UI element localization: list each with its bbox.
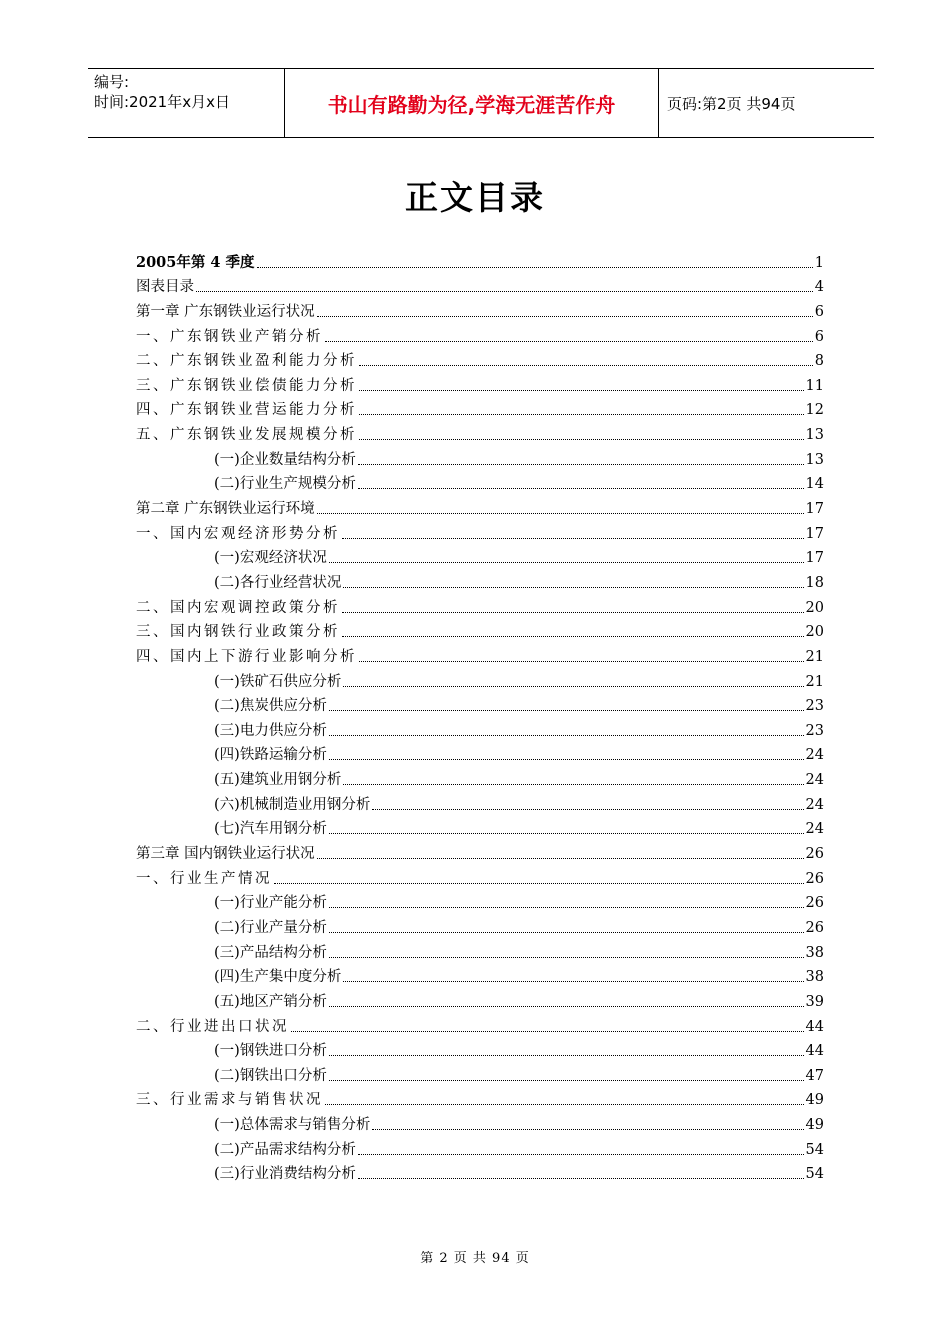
toc-dot-leader [329, 734, 804, 736]
toc-entry[interactable] [136, 518, 824, 543]
toc-entry[interactable] [136, 764, 824, 789]
toc-entry[interactable] [136, 740, 824, 765]
toc-entry-label: 四、国内上下游行业影响分析 [136, 648, 357, 665]
toc-entry-label: 四、广东钢铁业营运能力分析 [136, 402, 357, 419]
toc-entry-label: 第三章 国内钢铁业运行状况 [136, 846, 315, 863]
toc-dot-leader [358, 1177, 804, 1179]
toc-dot-leader [291, 1030, 804, 1032]
toc-entry-label: (二)钢铁出口分析 [214, 1067, 327, 1084]
toc-entry-page: 12 [805, 402, 824, 419]
toc-entry-page: 26 [805, 870, 824, 887]
toc-entry-page: 54 [805, 1141, 824, 1158]
toc-entry-label: (三)电力供应分析 [214, 722, 327, 739]
toc-dot-leader [343, 783, 803, 785]
toc-entry[interactable] [136, 691, 824, 716]
toc-dot-leader [359, 364, 813, 366]
toc-entry-page: 39 [805, 993, 824, 1010]
toc-entry-page: 24 [805, 772, 824, 789]
toc-entry[interactable] [136, 370, 824, 395]
toc-entry-page: 44 [805, 1018, 824, 1035]
toc-entry-label: (五)建筑业用钢分析 [214, 772, 342, 789]
toc-entry[interactable] [136, 444, 824, 469]
toc-entry[interactable] [136, 543, 824, 568]
page-header [88, 68, 874, 138]
toc-entry-label: 2005年第 4 季度 [136, 253, 255, 271]
toc-dot-leader [342, 635, 804, 637]
toc-entry-page: 26 [805, 895, 824, 912]
toc-dot-leader [325, 340, 813, 342]
toc-dot-leader [329, 931, 804, 933]
toc-entry-label: (三)产品结构分析 [214, 944, 327, 961]
toc-entry[interactable] [136, 469, 824, 494]
toc-entry-page: 24 [805, 821, 824, 838]
toc-entry-label: (五)地区产销分析 [214, 993, 327, 1010]
toc-entry-label: (一)行业产能分析 [214, 895, 327, 912]
toc-entry-label: 三、行业需求与销售状况 [136, 1092, 323, 1109]
toc-entry-page: 49 [805, 1092, 824, 1109]
toc-entry-page: 4 [814, 279, 824, 296]
document-number: 编号: [94, 73, 130, 91]
toc-dot-leader [359, 389, 804, 391]
toc-entry-page: 21 [805, 648, 824, 665]
toc-dot-leader [329, 709, 804, 711]
toc-dot-leader [343, 586, 803, 588]
toc-entry[interactable] [136, 567, 824, 592]
toc-entry-label: (一)铁矿石供应分析 [214, 673, 342, 690]
toc-entry-page: 47 [805, 1067, 824, 1084]
toc-entry[interactable] [136, 296, 824, 321]
table-of-contents [136, 247, 824, 1183]
toc-entry-label: (二)行业生产规模分析 [214, 476, 356, 493]
toc-entry[interactable] [136, 493, 824, 518]
toc-entry[interactable] [136, 1011, 824, 1036]
page-title: 正文目录 [405, 178, 545, 217]
toc-dot-leader [329, 832, 804, 834]
toc-entry[interactable] [136, 1036, 824, 1061]
toc-entry-label: 二、行业进出口状况 [136, 1018, 289, 1035]
toc-dot-leader [358, 1153, 804, 1155]
toc-entry-label: 一、行业生产情况 [136, 870, 272, 887]
toc-entry-label: (四)铁路运输分析 [214, 747, 327, 764]
toc-entry-label: (一)宏观经济状况 [214, 550, 327, 567]
toc-entry[interactable] [136, 1134, 824, 1159]
toc-dot-leader [372, 1128, 803, 1130]
toc-entry[interactable] [136, 419, 824, 444]
toc-dot-leader [359, 413, 804, 415]
toc-entry-page: 8 [814, 353, 824, 370]
toc-dot-leader [358, 487, 804, 489]
toc-entry-label: (六)机械制造业用钢分析 [214, 796, 371, 813]
toc-entry[interactable] [136, 641, 824, 666]
toc-entry-page: 18 [805, 574, 824, 591]
toc-entry[interactable] [136, 666, 824, 691]
toc-entry-page: 17 [805, 550, 824, 567]
toc-dot-leader [342, 611, 804, 613]
toc-entry[interactable] [136, 937, 824, 962]
toc-dot-leader [329, 1054, 804, 1056]
toc-entry[interactable] [136, 838, 824, 863]
toc-entry-page: 21 [805, 673, 824, 690]
toc-dot-leader [359, 438, 804, 440]
toc-dot-leader [372, 808, 803, 810]
toc-entry-label: (一)总体需求与销售分析 [214, 1117, 371, 1134]
toc-dot-leader [358, 463, 804, 465]
toc-entry-label: 二、国内宏观调控政策分析 [136, 599, 340, 616]
toc-entry[interactable] [136, 715, 824, 740]
toc-entry[interactable] [136, 912, 824, 937]
toc-entry-label: (一)企业数量结构分析 [214, 451, 356, 468]
toc-dot-leader [329, 906, 804, 908]
toc-entry[interactable] [136, 321, 824, 346]
toc-dot-leader [343, 685, 803, 687]
toc-entry[interactable] [136, 272, 824, 297]
toc-entry-page: 17 [805, 501, 824, 518]
toc-entry[interactable] [136, 789, 824, 814]
toc-entry-label: 图表目录 [136, 279, 194, 296]
toc-dot-leader [196, 290, 813, 292]
toc-dot-leader [342, 537, 804, 539]
toc-entry-page: 54 [805, 1166, 824, 1183]
toc-entry-label: 二、广东钢铁业盈利能力分析 [136, 353, 357, 370]
page-footer: 第 2 页 共 94 页 [420, 1251, 530, 1266]
toc-dot-leader [329, 956, 804, 958]
toc-entry-page: 17 [805, 525, 824, 542]
toc-dot-leader [317, 315, 813, 317]
toc-entry-page: 38 [805, 969, 824, 986]
toc-entry[interactable] [136, 1085, 824, 1110]
toc-entry-page: 6 [814, 328, 824, 345]
toc-entry-label: 第一章 广东钢铁业运行状况 [136, 303, 315, 320]
toc-entry-label: (二)产品需求结构分析 [214, 1141, 356, 1158]
toc-dot-leader [343, 980, 803, 982]
toc-entry-page: 24 [805, 796, 824, 813]
toc-entry[interactable] [136, 863, 824, 888]
toc-entry[interactable] [136, 617, 824, 642]
toc-dot-leader [329, 758, 804, 760]
toc-entry[interactable] [136, 395, 824, 420]
header-page-number: 页码:第2页 共94页 [667, 94, 796, 113]
toc-entry[interactable] [136, 888, 824, 913]
toc-entry-page: 44 [805, 1043, 824, 1060]
toc-entry[interactable] [136, 1060, 824, 1085]
toc-entry-label: 一、国内宏观经济形势分析 [136, 525, 340, 542]
toc-dot-leader [317, 512, 804, 514]
toc-entry[interactable] [136, 346, 824, 371]
toc-entry-label: 第二章 广东钢铁业运行环境 [136, 501, 315, 518]
toc-entry[interactable] [136, 1159, 824, 1184]
toc-entry[interactable] [136, 814, 824, 839]
toc-entry-label: 一、广东钢铁业产销分析 [136, 328, 323, 345]
toc-dot-leader [329, 1079, 804, 1081]
toc-entry-page: 1 [814, 254, 824, 271]
toc-entry-label: (二)焦炭供应分析 [214, 698, 327, 715]
toc-entry[interactable] [136, 962, 824, 987]
toc-dot-leader [317, 857, 804, 859]
toc-entry-page: 20 [805, 599, 824, 616]
toc-dot-leader [329, 561, 804, 563]
toc-entry-page: 26 [805, 846, 824, 863]
toc-entry-page: 20 [805, 624, 824, 641]
toc-entry-page: 38 [805, 944, 824, 961]
toc-entry[interactable] [136, 1109, 824, 1134]
toc-entry-page: 23 [805, 698, 824, 715]
header-info [88, 69, 285, 137]
toc-entry-label: (七)汽车用钢分析 [214, 821, 327, 838]
toc-entry-label: (四)生产集中度分析 [214, 969, 342, 986]
toc-dot-leader [359, 660, 804, 662]
toc-entry-page: 13 [805, 451, 824, 468]
toc-entry-page: 13 [805, 427, 824, 444]
toc-dot-leader [257, 266, 813, 268]
toc-entry-page: 26 [805, 919, 824, 936]
toc-entry-page: 14 [805, 476, 824, 493]
toc-entry-label: (二)行业产量分析 [214, 919, 327, 936]
header-motto: 书山有路勤为径,学海无涯苦作舟 [285, 69, 659, 137]
toc-entry-page: 6 [814, 303, 824, 320]
toc-entry-label: (三)行业消费结构分析 [214, 1166, 356, 1183]
toc-entry[interactable] [136, 986, 824, 1011]
toc-entry-label: (一)钢铁进口分析 [214, 1043, 327, 1060]
toc-entry[interactable] [136, 247, 824, 272]
toc-entry-label: (二)各行业经营状况 [214, 574, 342, 591]
toc-entry[interactable] [136, 592, 824, 617]
toc-entry-page: 23 [805, 722, 824, 739]
toc-dot-leader [329, 1005, 804, 1007]
toc-entry-label: 三、国内钢铁行业政策分析 [136, 624, 340, 641]
toc-entry-page: 24 [805, 747, 824, 764]
toc-dot-leader [274, 882, 804, 884]
toc-entry-label: 三、广东钢铁业偿债能力分析 [136, 377, 357, 394]
toc-entry-label: 五、广东钢铁业发展规模分析 [136, 427, 357, 444]
toc-entry-page: 11 [805, 377, 824, 394]
document-time: 时间:2021年x月x日 [94, 93, 230, 111]
toc-entry-page: 49 [805, 1117, 824, 1134]
toc-dot-leader [325, 1103, 804, 1105]
